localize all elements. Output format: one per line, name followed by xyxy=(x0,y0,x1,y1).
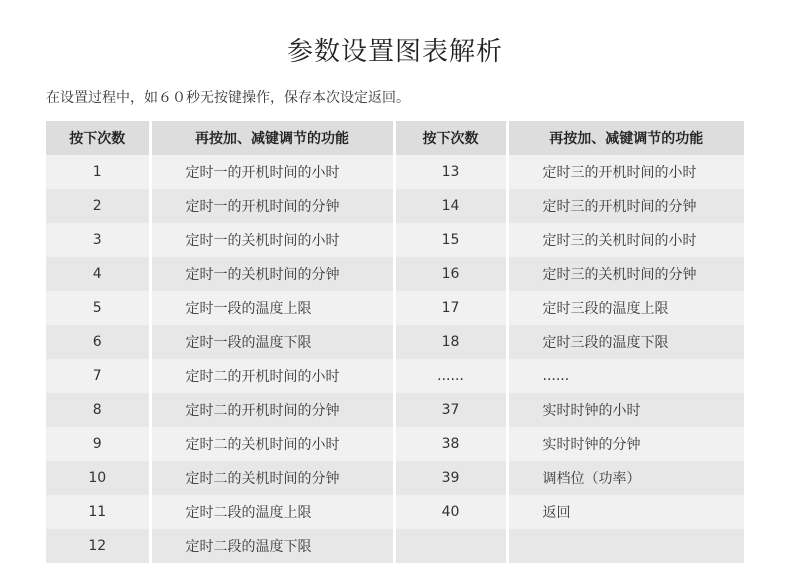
press-count-cell: 40 xyxy=(394,495,507,529)
press-count-cell: 4 xyxy=(46,257,150,291)
press-count-cell: 10 xyxy=(46,461,150,495)
press-count-cell: 37 xyxy=(394,393,507,427)
press-count-cell: 5 xyxy=(46,291,150,325)
function-cell: 定时三的关机时间的小时 xyxy=(507,223,744,257)
function-cell: 定时三的开机时间的分钟 xyxy=(507,189,744,223)
function-cell: 定时一的开机时间的分钟 xyxy=(150,189,394,223)
press-count-cell: 13 xyxy=(394,155,507,189)
table-row xyxy=(46,325,744,359)
function-cell: 实时时钟的小时 xyxy=(507,393,744,427)
press-count-cell: 6 xyxy=(46,325,150,359)
page-title: 参数设置图表解析 xyxy=(286,37,503,67)
table-body xyxy=(46,155,744,563)
table-row xyxy=(46,189,744,223)
function-cell: 定时二的关机时间的分钟 xyxy=(150,461,394,495)
press-count-cell: 12 xyxy=(46,529,150,563)
function-cell: 定时一的开机时间的小时 xyxy=(150,155,394,189)
press-count-cell: 39 xyxy=(394,461,507,495)
press-count-cell: ...... xyxy=(394,359,507,393)
press-count-cell: 16 xyxy=(394,257,507,291)
function-cell: 定时二的关机时间的小时 xyxy=(150,427,394,461)
press-count-cell: 9 xyxy=(46,427,150,461)
function-cell: 定时一的关机时间的分钟 xyxy=(150,257,394,291)
table-row xyxy=(46,359,744,393)
press-count-cell: 17 xyxy=(394,291,507,325)
press-count-cell: 18 xyxy=(394,325,507,359)
table-row xyxy=(46,155,744,189)
function-cell: ...... xyxy=(507,359,744,393)
function-cell: 定时二段的温度下限 xyxy=(150,529,394,563)
press-count-cell: 1 xyxy=(46,155,150,189)
press-count-cell: 14 xyxy=(394,189,507,223)
header-function-right: 再按加、减键调节的功能 xyxy=(507,121,744,155)
press-count-cell: 2 xyxy=(46,189,150,223)
table-row xyxy=(46,393,744,427)
press-count-cell: 8 xyxy=(46,393,150,427)
function-cell: 定时三段的温度下限 xyxy=(507,325,744,359)
function-cell: 定时一段的温度上限 xyxy=(150,291,394,325)
press-count-cell: 11 xyxy=(46,495,150,529)
function-cell: 定时二的开机时间的分钟 xyxy=(150,393,394,427)
table-row xyxy=(46,223,744,257)
function-cell: 定时一段的温度下限 xyxy=(150,325,394,359)
table-row xyxy=(46,495,744,529)
function-cell: 返回 xyxy=(507,495,744,529)
press-count-cell: 3 xyxy=(46,223,150,257)
function-cell xyxy=(507,529,744,563)
header-press-count-right: 按下次数 xyxy=(394,121,507,155)
function-cell: 调档位（功率） xyxy=(507,461,744,495)
table-row xyxy=(46,257,744,291)
intro-text: 在设置过程中，如６０秒无按键操作，保存本次设定返回。 xyxy=(46,90,410,106)
function-cell: 实时时钟的分钟 xyxy=(507,427,744,461)
table-row xyxy=(46,461,744,495)
function-cell: 定时三段的温度上限 xyxy=(507,291,744,325)
table-row xyxy=(46,427,744,461)
function-cell: 定时一的关机时间的小时 xyxy=(150,223,394,257)
function-cell: 定时二的开机时间的小时 xyxy=(150,359,394,393)
press-count-cell: 38 xyxy=(394,427,507,461)
press-count-cell: 15 xyxy=(394,223,507,257)
press-count-cell xyxy=(394,529,507,563)
parameter-table xyxy=(46,121,744,563)
header-function-left: 再按加、减键调节的功能 xyxy=(150,121,394,155)
table-row xyxy=(46,291,744,325)
table-header-row xyxy=(46,121,744,155)
press-count-cell: 7 xyxy=(46,359,150,393)
function-cell: 定时三的开机时间的小时 xyxy=(507,155,744,189)
table-row xyxy=(46,529,744,563)
function-cell: 定时三的关机时间的分钟 xyxy=(507,257,744,291)
function-cell: 定时二段的温度上限 xyxy=(150,495,394,529)
header-press-count-left: 按下次数 xyxy=(46,121,150,155)
